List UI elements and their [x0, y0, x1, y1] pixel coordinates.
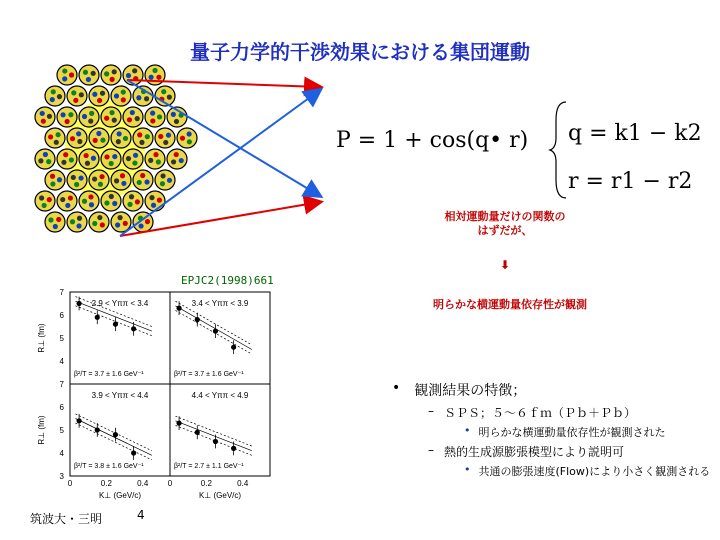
bullet-dot-icon: •: [392, 380, 401, 396]
vector-definitions: [548, 100, 708, 200]
red-arrow-bottom: [120, 202, 320, 236]
y-axis-label: R⊥ (fm): [37, 323, 46, 353]
blue-arrow-down: [127, 80, 320, 196]
note-pt-dependence: 明らかな横運動量依存性が観測: [433, 298, 587, 311]
fit-curve: [75, 414, 151, 451]
panel-rapidity-label: 3.9 < Yππ < 4.4: [91, 391, 149, 400]
x-tick-label: 0: [67, 479, 73, 488]
panel-fit-label: β²/T = 2.7 ± 1.1 GeV⁻¹: [174, 463, 244, 470]
fit-curve: [75, 423, 151, 460]
data-point: [213, 329, 218, 334]
y-tick-label: 4: [59, 449, 64, 458]
panel-fit-label: β²/T = 3.7 ± 1.6 GeV⁻¹: [74, 371, 144, 378]
y-tick-label: 4: [59, 357, 64, 366]
x-tick-label: 0.4: [237, 479, 249, 488]
y-tick-label: 7: [59, 288, 64, 297]
fit-curve: [75, 419, 151, 456]
bullet-dot-icon: •: [464, 424, 471, 437]
sub-item-pt-dependence: 明らかな横運動量依存性が観測された: [478, 426, 666, 439]
data-point: [176, 421, 181, 426]
data-point: [176, 306, 181, 311]
panel-rapidity-label: 2.9 < Yππ < 3.4: [91, 299, 149, 308]
y-tick-label: 5: [59, 334, 64, 343]
red-arrow-top: [127, 80, 320, 87]
data-point: [76, 301, 81, 306]
data-point: [131, 450, 136, 455]
data-point: [213, 439, 218, 444]
data-point: [231, 345, 236, 350]
r-equation: r = r1 − r2: [568, 169, 693, 194]
x-tick-label: 0.4: [137, 479, 149, 488]
y-tick-label: 6: [59, 311, 64, 320]
blue-arrow-up: [120, 90, 320, 236]
reference-citation: EPJC2(1998)661: [181, 274, 274, 287]
y-tick-label: 7: [59, 380, 64, 389]
data-point: [131, 326, 136, 331]
panel-fit-label: β²/T = 3.8 ± 1.6 GeV⁻¹: [74, 463, 144, 470]
y-tick-label: 3: [59, 472, 64, 481]
y-tick-label: 6: [59, 403, 64, 412]
interference-equation: [336, 128, 528, 153]
data-point: [113, 322, 118, 327]
y-axis-label: R⊥ (fm): [37, 415, 46, 445]
x-tick-label: 0.2: [100, 479, 112, 488]
slide-title: 量子力学的干渉効果における集団運動: [190, 40, 530, 64]
hbt-radius-chart: [28, 288, 288, 506]
data-point: [195, 317, 200, 322]
fit-curve: [175, 421, 251, 451]
sub-item-flow: 共通の膨張速度(Flow)により小さく観測される: [478, 465, 711, 478]
data-point: [195, 430, 200, 435]
bullet-main: 観測結果の特徴；: [414, 383, 527, 399]
data-point: [76, 418, 81, 423]
panel-rapidity-label: 3.4 < Yππ < 3.9: [191, 299, 249, 308]
footer-author: 筑波大・三明: [30, 512, 103, 526]
fit-curve: [175, 306, 251, 350]
x-tick-label: 0.2: [200, 479, 212, 488]
data-point: [95, 427, 100, 432]
panel-rapidity-label: 4.4 < Yππ < 4.9: [191, 391, 249, 400]
note-relative-momentum: 相対運動量だけの関数の: [444, 210, 566, 223]
page-number: 4: [137, 508, 145, 522]
down-arrow-icon: ⬇: [499, 258, 511, 272]
note-should-be: はずだが、: [477, 224, 533, 237]
panel-fit-label: β²/T = 3.7 ± 1.6 GeV⁻¹: [174, 371, 244, 378]
dash-icon: –: [428, 443, 434, 457]
x-axis-label: K⊥ (GeV/c): [98, 491, 142, 500]
sub-bullet-thermal-model: 熱的生成源膨張模型により説明可: [444, 445, 625, 459]
data-point: [231, 446, 236, 451]
x-tick-label: 0: [167, 479, 173, 488]
fit-curve: [75, 306, 151, 336]
dash-icon: –: [428, 404, 434, 418]
observation-bullets: [392, 380, 720, 482]
data-point: [95, 315, 100, 320]
equation-text: P = 1 + cos(q• r): [336, 128, 529, 153]
q-equation: q = k1 − k2: [568, 121, 702, 146]
x-axis-label: K⊥ (GeV/c): [198, 491, 242, 500]
bullet-dot-icon: •: [464, 463, 471, 476]
data-point: [113, 432, 118, 437]
y-tick-label: 5: [59, 426, 64, 435]
sub-bullet-sps: ＳＰＳ；５～６ｆｍ（Ｐｂ＋Ｐｂ）: [444, 406, 637, 420]
